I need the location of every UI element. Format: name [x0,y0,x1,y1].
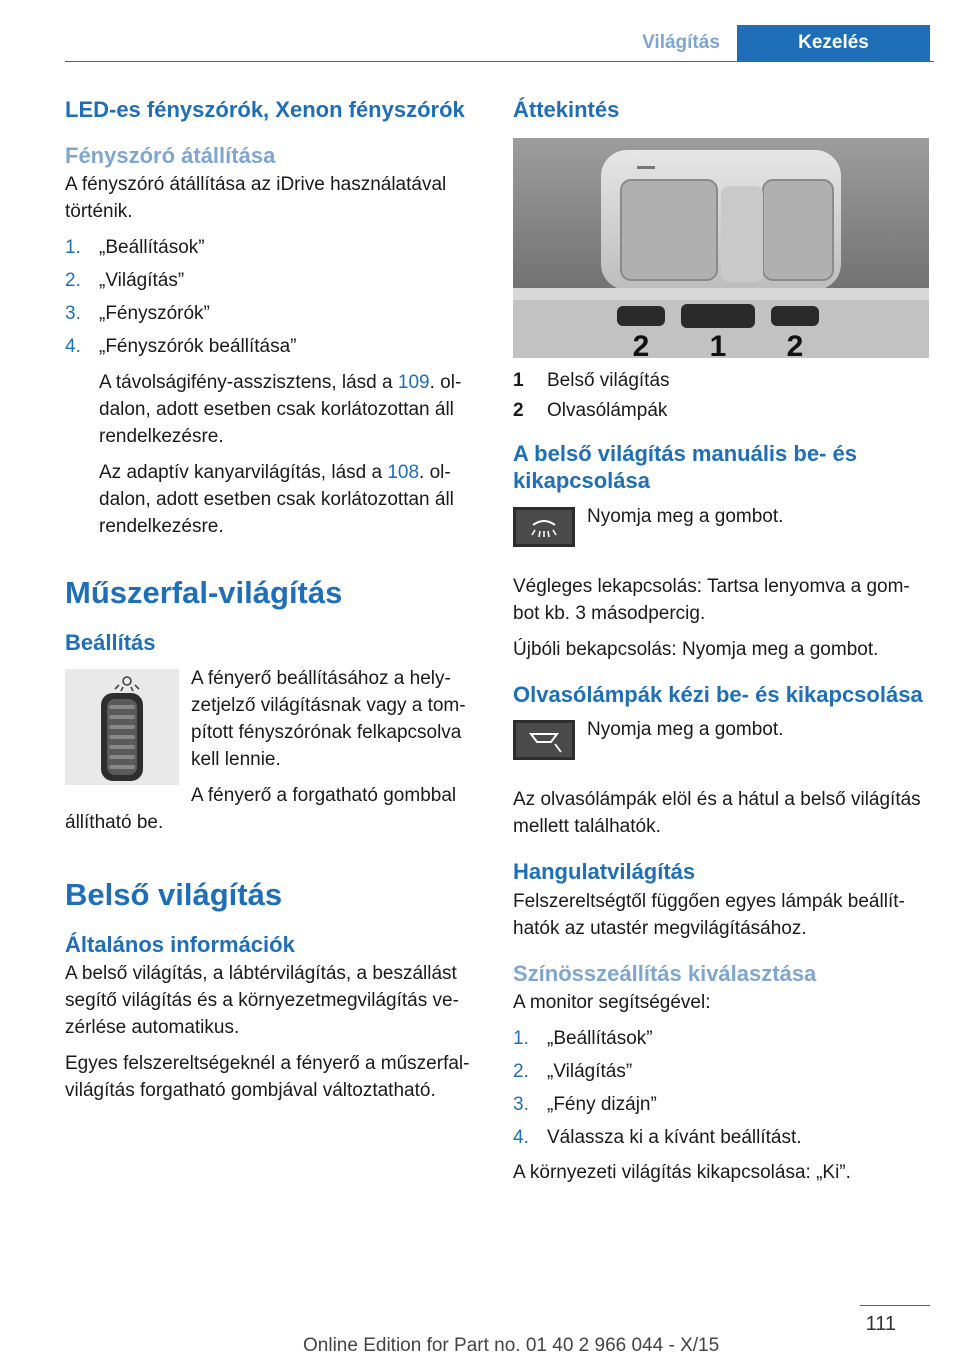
step-number: 1. [513,1028,529,1049]
note-text: Az adaptív kanyarvilágítás, lásd a [99,462,388,483]
ambient-off-text: A környezeti világítás kikapcsolása: „Ki”. [513,1162,851,1183]
legend-key: 2 [513,399,524,421]
step-number: 4. [65,336,81,357]
step-text: „Fényszórók” [99,303,210,324]
list-item [65,234,477,261]
list-item [513,1058,929,1085]
note-text: A távolságifény-asszisztens, lásd a [99,372,398,393]
color-steps [513,1025,929,1151]
header-section-tab[interactable]: Világítás [642,32,720,53]
list-item [65,333,477,540]
reading-button-instruction [513,716,929,776]
page-number: 111 [865,1313,896,1335]
subsection-title-color-scheme: Színösszeállítás kiválasztása [513,960,817,986]
legend-item [513,396,929,426]
page-link-108[interactable]: 108 [387,462,420,483]
general-text-1: A belső világítás, a lábtérvilágítás, a beszállást segítő világítás és a környezetmegvilágítás vezérlése automatikus. [65,963,459,1039]
adjustment-text: A fényszóró átállítása az iDrive használatával történik. [65,174,447,222]
section-title-headlights: LED-es fényszórók, Xenon fényszórók [65,97,465,122]
setting-text-2: A fényerő a forgatható gombbal állítható be. [65,784,457,833]
press-button-text: Nyomja meg a gombot. [587,505,784,527]
page-link-109[interactable]: 109 [397,372,430,393]
reading-light-button-icon [513,720,575,760]
right-column [513,96,929,1195]
step-number: 2. [65,270,81,291]
step-text: „Fény dizájn” [547,1094,657,1115]
left-column [65,96,477,1113]
reading-lights-text: Az olvasólámpák elöl és a hátul a belső világítás mellett találhatók. [513,789,921,837]
legend-item [513,366,929,396]
edition-footer: Online Edition for Part no. 01 40 2 966 044 - X/15 [303,1335,720,1356]
setting-block [65,665,477,836]
interior-button-instruction [513,503,929,563]
step-text: „Fényszórók beállítása” [99,336,297,357]
subsection-title-manual-interior: A belső világítás manuális be- és kikapcsolása [513,440,857,493]
list-item [65,267,477,294]
subsection-title-reading-lights: Olvasólámpák kézi be- és kikapcsolása [513,681,923,707]
legend-value: Olvasólámpák [547,399,668,421]
color-scheme-text: A monitor segítségével: [513,992,711,1013]
subsection-title-ambient: Hangulatvilágítás [513,859,696,884]
subsection-title-general: Általános információk [65,931,295,957]
note-high-beam [99,369,477,450]
overhead-console-photo [513,138,929,358]
photo-label-reading-right: 2 [786,329,804,358]
adjustment-steps [65,234,477,540]
subsection-title-adjustment: Fényszóró átállítása [65,142,276,168]
permanent-off-text: Végleges lekapcsolás: Tartsa lenyomva a gombot kb. 3 másodpercig. [513,575,910,624]
section-title-dashboard-lighting: Műszerfal-világítás [65,575,343,610]
step-number: 3. [65,303,81,324]
step-text: Válassza ki a kívánt beállítást. [547,1127,802,1148]
legend-key: 1 [513,369,524,391]
header-rule [65,61,934,62]
list-item [513,1124,929,1151]
dimmer-wheel-icon [65,669,179,785]
header-chapter-tab[interactable]: Kezelés [737,25,930,61]
section-title-interior-lighting: Belső világítás [65,876,283,912]
photo-label-interior: 1 [709,329,727,358]
step-number: 4. [513,1127,529,1148]
footer-rule [860,1305,930,1306]
setting-text-1: A fényerő beállításához a helyzetjelző világításnak vagy a tompított fényszórónak felkapcsolva kell lennie. [191,667,466,770]
note-text: . oldalon, adott esetben csak korlátozottan áll rendelkezésre. [99,372,462,447]
step-text: „Világítás” [99,270,185,291]
note-text: . oldalon, adott esetben csak korlátozottan áll rendelkezésre. [99,462,454,537]
subsection-title-setting: Beállítás [65,630,156,656]
photo-label-reading-left: 2 [632,329,650,358]
step-number: 1. [65,237,81,258]
section-title-overview: Áttekintés [513,97,620,122]
photo-legend [513,366,929,426]
interior-light-button-icon [513,507,575,547]
list-item [65,300,477,327]
note-adaptive-light [99,459,477,540]
ambient-text: Felszereltségtől függően egyes lámpák beállíthatók az utastér megvilágításához. [513,890,905,939]
reactivate-text: Újbóli bekapcsolás: Nyomja meg a gombot. [513,638,879,660]
step-text: „Beállítások” [547,1028,653,1049]
list-item [513,1091,929,1118]
step-text: „Világítás” [547,1061,633,1082]
legend-value: Belső világítás [547,369,670,391]
general-text-2: Egyes felszereltségeknél a fényerő a műszerfal-világítás forgatható gombjával változtatható. [65,1053,470,1102]
list-item [513,1025,929,1052]
step-number: 3. [513,1094,529,1115]
step-text: „Beállítások” [99,237,205,258]
press-button-text-2: Nyomja meg a gombot. [587,719,784,740]
step-number: 2. [513,1061,529,1082]
